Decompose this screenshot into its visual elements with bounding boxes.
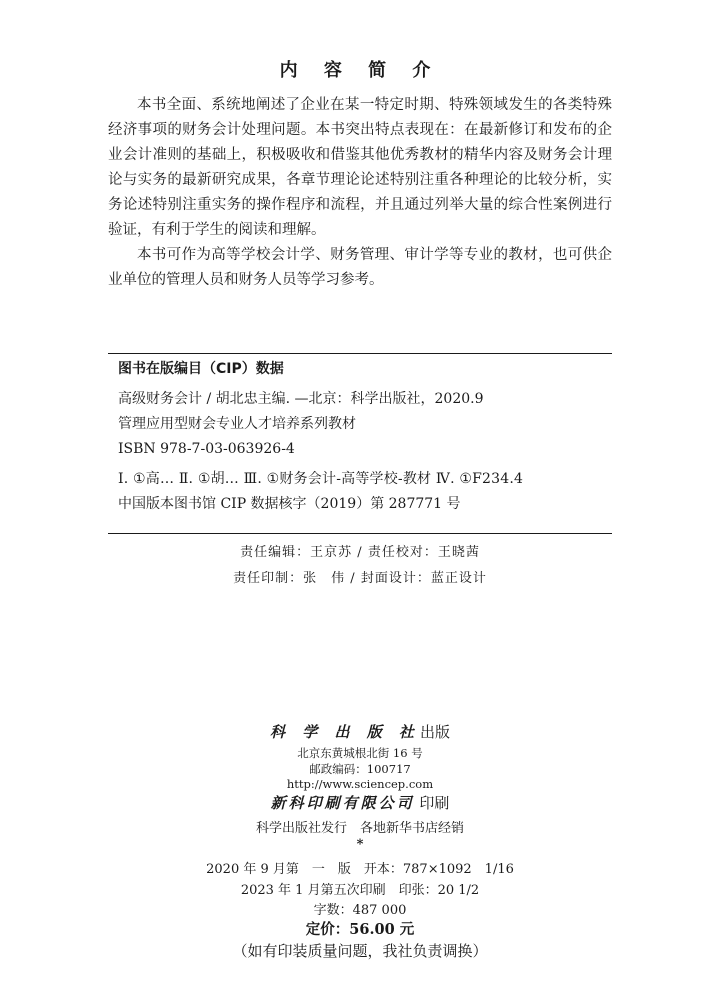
cip-bottom-rule — [108, 533, 612, 534]
cip-isbn-line: ISBN 978-7-03-063926-4 — [118, 441, 295, 457]
edition-line-1: 2020 年 9 月第 一 版 开本：787×1092 1/16 — [206, 862, 514, 877]
intro-text — [108, 93, 612, 293]
cip-top-rule — [108, 353, 612, 354]
cip-classification-line: Ⅰ. ①高… Ⅱ. ①胡… Ⅲ. ①财务会计-高等学校-教材 Ⅳ. ①F234.4 — [118, 471, 524, 487]
publisher-name: 科 学 出 版 社 — [270, 723, 420, 741]
credits-line-1: 责任编辑：王京苏 / 责任校对：王晓茜 — [240, 545, 480, 560]
separator-star: * — [356, 837, 364, 852]
cip-series-line: 管理应用型财会专业人才培养系列教材 — [118, 416, 356, 432]
distribution-line: 科学出版社发行 各地新华书店经销 — [255, 821, 464, 836]
cip-title-line: 高级财务会计 / 胡北忠主编. —北京：科学出版社，2020.9 — [118, 391, 484, 407]
edition-line-3: 字数：487 000 — [313, 903, 407, 918]
intro-paragraph-2: 本书可作为高等学校会计学、财务管理、审计学等专业的教材，也可供企业单位的管理人员和财务人员等学习参考。 — [108, 247, 612, 288]
credits-line-2: 责任印制：张 伟 / 封面设计：蓝正设计 — [233, 571, 487, 586]
publisher-website: http://www.sciencep.com — [286, 777, 434, 791]
quality-notice: （如有印装质量问题，我社负责调换） — [232, 942, 488, 960]
publisher-line — [0, 721, 720, 742]
publisher-postcode: 邮政编码：100717 — [309, 762, 411, 776]
price: 定价：56.00 元 — [305, 921, 415, 938]
printer-line — [0, 792, 720, 813]
edition-line-2: 2023 年 1 月第五次印刷 印张：20 1/2 — [240, 883, 480, 898]
printer-role: 印刷 — [419, 794, 450, 812]
publisher-address: 北京东黄城根北街 16 号 — [297, 746, 423, 760]
intro-paragraph-1: 本书全面、系统地阐述了企业在某一特定时期、特殊领域发生的各类特殊经济事项的财务会计处理问题。本书突出特点表现在：在最新修订和发布的企业会计准则的基础上，积极吸收和借鉴其他优秀教材的精华内容及财务会计理论与实务的最新研究成果，各章节理论论述特别注重各种理论的比较分析，实务论述特别注重实务的操作程序和流程，并且通过列举大量的综合性案例进行验证，有利于学生的阅读和理解。 — [108, 97, 612, 238]
printer-name: 新科印刷有限公司 — [270, 794, 415, 812]
cip-record-line: 中国版本图书馆 CIP 数据核字（2019）第 287771 号 — [118, 496, 461, 512]
cip-block — [118, 357, 608, 517]
cip-heading: 图书在版编目（CIP）数据 — [118, 361, 284, 377]
page-title: 内 容 简 介 — [279, 60, 441, 81]
publisher-role: 出版 — [419, 723, 450, 741]
